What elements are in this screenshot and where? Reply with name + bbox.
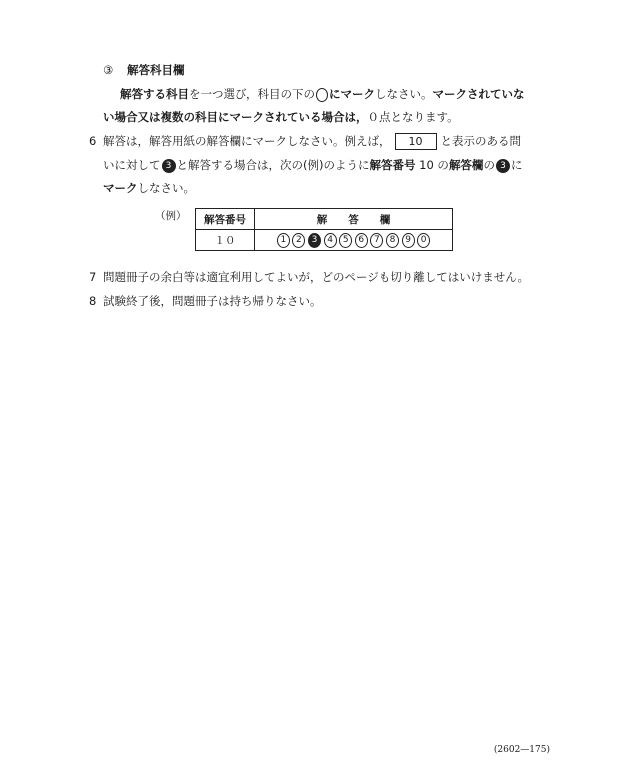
section-marker: ③ (103, 63, 114, 77)
text-bold: 解答欄 (448, 158, 484, 172)
section-title: 解答科目欄 (126, 63, 185, 77)
text: を一つ選び，科目の下の (189, 87, 316, 101)
answer-bubble-2: 2 (292, 233, 305, 248)
text: の (483, 158, 495, 172)
item-6-line-3 (103, 180, 195, 196)
header-answer-column: 解 答 欄 (255, 209, 453, 230)
text-bold: にマーク (329, 87, 376, 101)
item-8-text: 試験終了後，問題冊子は持ち帰りなさい。 (103, 294, 322, 308)
item-6-line-1 (103, 133, 521, 150)
answer-bubble-9: 9 (402, 233, 415, 248)
filled-circle-3-icon: 3 (162, 159, 176, 173)
text: と解答する場合は，次の(例)のように (176, 158, 370, 172)
text-bold: い場合又は複数の科目にマークされている場合は， (103, 110, 368, 124)
item-number: 6 (89, 134, 97, 148)
text-bold: 解答する科目 (120, 87, 189, 101)
answer-bubble-6: 6 (355, 233, 368, 248)
text-bold: 解答番号 (369, 158, 416, 172)
section-3-line-2 (103, 109, 459, 125)
text: しなさい。 (375, 87, 433, 101)
answer-bubble-8: 8 (386, 233, 399, 248)
row-answer-number: １０ (196, 230, 255, 251)
text: しなさい。 (137, 181, 195, 195)
answer-bubble-5: 5 (339, 233, 352, 248)
item-number: 8 (89, 294, 97, 308)
text: ０点となります。 (367, 110, 459, 124)
example-label: （例） (155, 210, 187, 222)
text-bold: マークされていな (432, 87, 525, 101)
text: 解答は，解答用紙の解答欄にマークしなさい。例えば， (103, 134, 391, 148)
header-answer-number: 解答番号 (196, 209, 255, 230)
text: と表示のある問 (440, 134, 521, 148)
text-bold: マーク (103, 181, 138, 195)
answer-bubble-3: 3 (308, 233, 321, 248)
question-number-box: 10 (395, 133, 437, 150)
text: いに対して (103, 158, 161, 172)
item-7-text: 問題冊子の余白等は適宜利用してよいが，どのページも切り離してはいけません。 (103, 270, 529, 284)
answer-bubble-0: 0 (417, 233, 430, 248)
answer-bubble-4: 4 (324, 233, 337, 248)
text: に (510, 158, 523, 172)
text: 10 の (415, 158, 449, 172)
section-3-line-1 (120, 86, 525, 102)
filled-circle-3-icon: 3 (496, 159, 510, 173)
bubble-row (255, 230, 453, 251)
item-6-line-2 (103, 157, 522, 173)
example-answer-table (195, 208, 453, 251)
section-3-heading (103, 62, 184, 78)
empty-circle-icon (316, 88, 328, 102)
answer-bubble-7: 7 (370, 233, 383, 248)
answer-bubble-1: 1 (277, 233, 290, 248)
page-code: (2602—175) (493, 745, 550, 755)
item-number: 7 (89, 270, 97, 284)
